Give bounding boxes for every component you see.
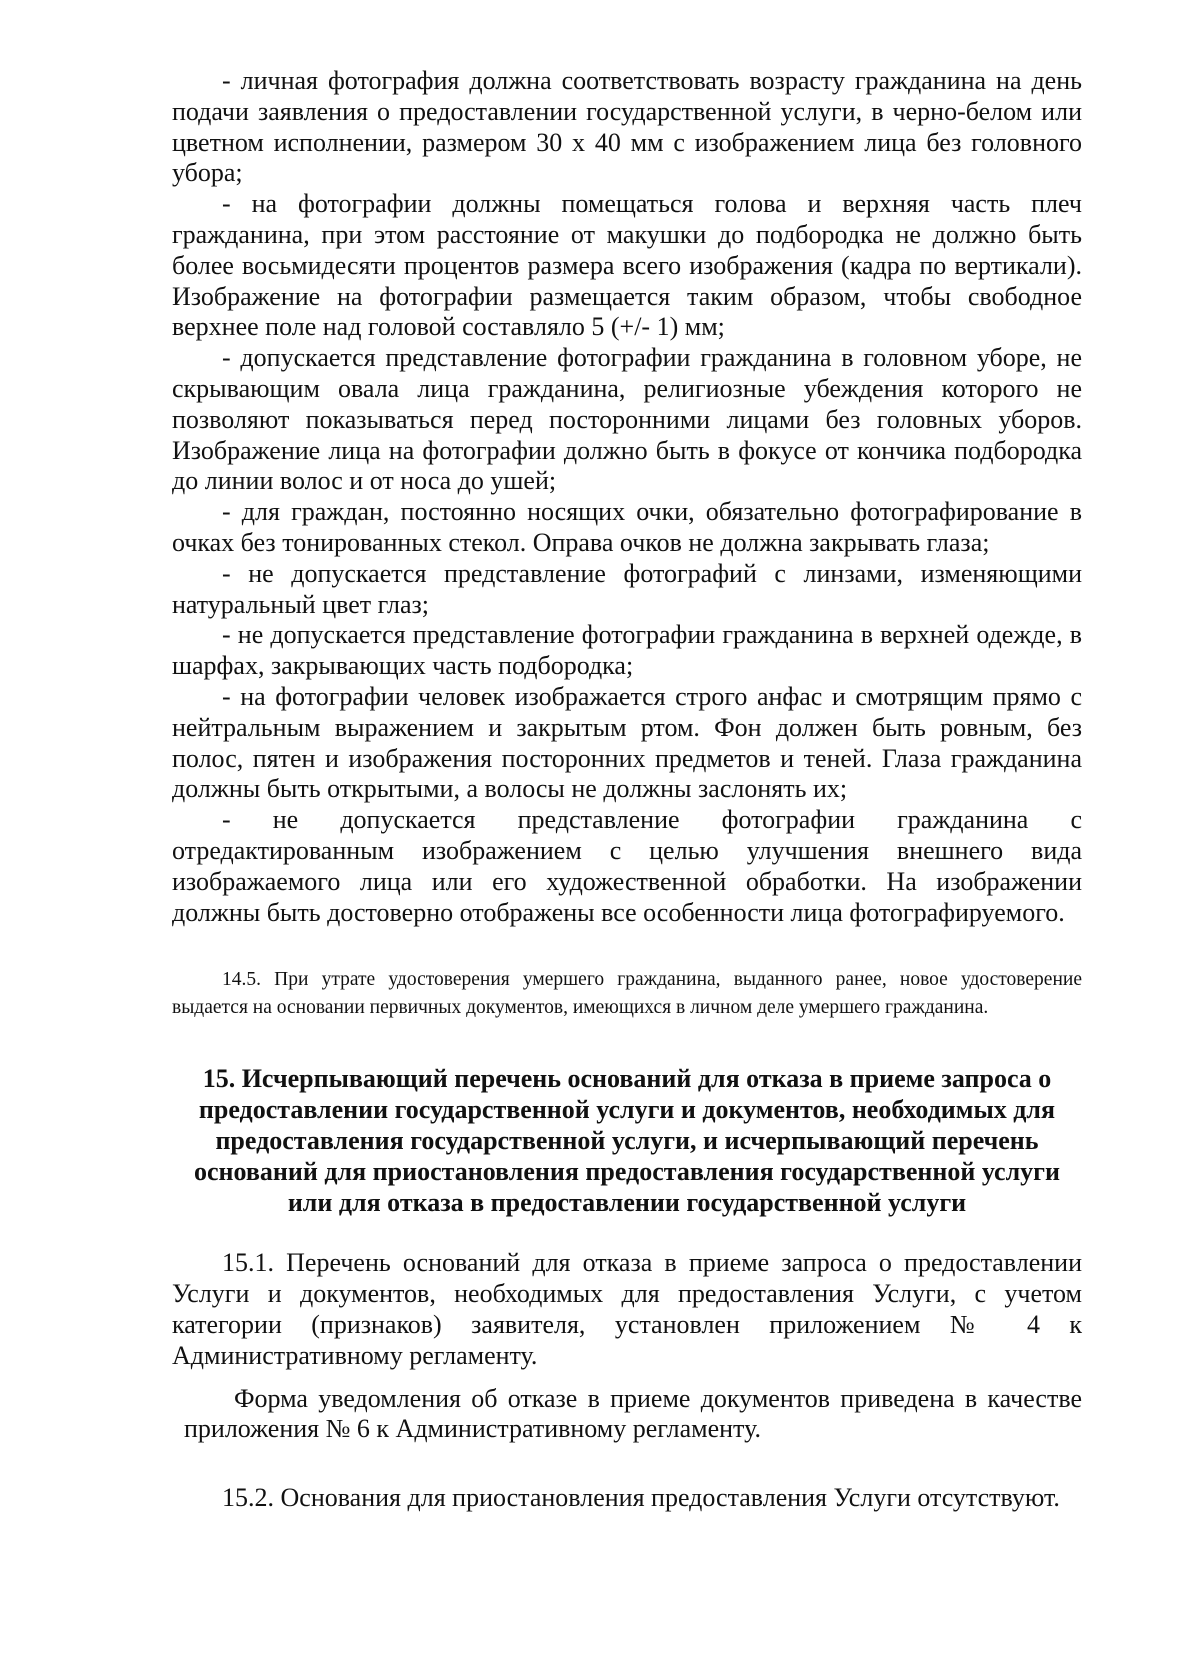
photo-requirement-glasses: - для граждан, постоянно носящих очки, обязательно фотографирование в очках без тонированных стекол. Оправа очков не должна закрывать глаза; bbox=[172, 497, 1082, 557]
photo-requirement-head-position: - на фотографии должны помещаться голова и верхняя часть плеч гражданина, при этом расстояние от макушки до подбородка не должно быть более восьмидесяти процентов размера всего изображения (кадра по вертикали). Изображение на фотографии размещается таким образом, чтобы свободное верхнее поле над головой составляло 5 (+/- 1) мм; bbox=[172, 189, 1082, 342]
section-15-heading-line: или для отказа в предоставлении государственной услуги bbox=[287, 1188, 967, 1218]
clause-14-5: 14.5. При утрате удостоверения умершего гражданина, выданного ранее, новое удостоверение выдается на основании первичных документов, имеющихся в личном деле умершего гражданина. bbox=[172, 969, 1082, 1018]
section-15-heading-line: оснований для приостановления предоставления государственной услуги bbox=[194, 1157, 1060, 1187]
section-15-heading-line: 15. Исчерпывающий перечень оснований для отказа в приеме запроса о bbox=[202, 1064, 1052, 1094]
spacer bbox=[172, 1372, 1082, 1384]
photo-requirement-lenses: - не допускается представление фотографий с линзами, изменяющими натуральный цвет глаз; bbox=[172, 558, 1082, 619]
refusal-notice-form: Форма уведомления об отказе в приеме документов приведена в качестве приложения № 6 к Административному регламенту. bbox=[184, 1383, 1082, 1444]
photo-requirement-frontal-pose: - на фотографии человек изображается строго анфас и смотрящим прямо с нейтральным выражением и закрытым ртом. Фон должен быть ровным, без полос, пятен и изображения посторонних предметов и теней. Глаза гражданина должны быть открытыми, а волосы не должны заслонять их; bbox=[172, 681, 1082, 804]
spacer bbox=[172, 1218, 1082, 1248]
section-15-heading-line: предоставлении государственной услуги и документов, необходимых для bbox=[198, 1095, 1056, 1125]
clause-15-2: 15.2. Основания для приостановления предоставления Услуги отсутствуют. bbox=[222, 1483, 1060, 1513]
section-15-heading bbox=[172, 1063, 1082, 1218]
document-page bbox=[172, 66, 1082, 1514]
photo-requirement-outerwear: - не допускается представление фотографии гражданина в верхней одежде, в шарфах, закрывающих часть подбородка; bbox=[172, 620, 1082, 681]
section-15-heading-line: предоставления государственной услуги, и исчерпывающий перечень bbox=[215, 1126, 1039, 1156]
spacer bbox=[172, 1445, 1082, 1483]
clause-15-1: 15.1. Перечень оснований для отказа в приеме запроса о предоставлении Услуги и документов, необходимых для предоставления Услуги, с учетом категории (признаков) заявителя, установлен приложением № 4 к Административному регламенту. bbox=[172, 1248, 1082, 1370]
photo-requirement-headwear: - допускается представление фотографии гражданина в головном уборе, не скрывающим овала лица гражданина, религиозные убеждения которого не позволяют показываться перед посторонними лицами без головных уборов. Изображение лица на фотографии должно быть в фокусе от кончика подбородка до линии волос и от носа до ушей; bbox=[172, 343, 1082, 496]
photo-requirement-age: - личная фотография должна соответствовать возрасту гражданина на день подачи заявления о предоставлении государственной услуги, в черно-белом или цветном исполнении, размером 30 х 40 мм с изображением лица без головного убора; bbox=[172, 66, 1082, 188]
photo-requirement-no-editing: - не допускается представление фотографии гражданина с отредактированным изображением с целью улучшения внешнего вида изображаемого лица или его художественной обработки. На изображении должны быть достоверно отображены все особенности лица фотографируемого. bbox=[172, 805, 1082, 927]
spacer bbox=[172, 1021, 1082, 1063]
spacer bbox=[172, 928, 1082, 966]
